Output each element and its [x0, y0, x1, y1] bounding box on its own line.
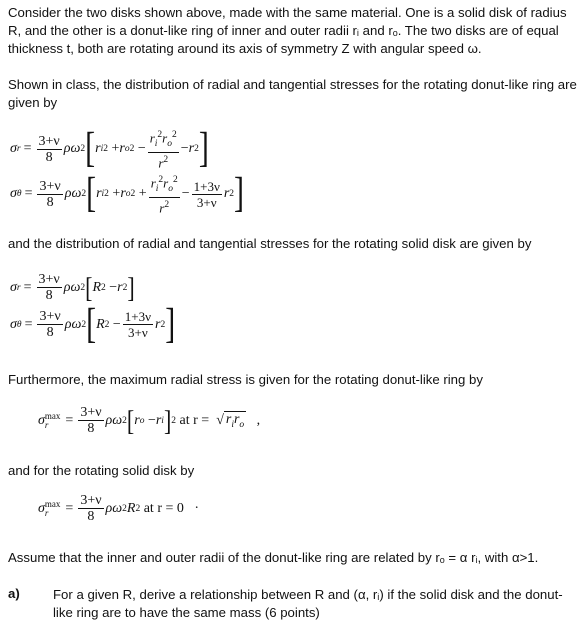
ring-radial-stress-equation: σ r = $\frac{3+\nu}{8}$ ρω 2 [ r i 2 + r o 2 − $\frac{r_i^2r_o^2}{r^2}$ − r 2 ]: [10, 125, 209, 172]
ring-tangential-stress-equation: σ θ = $\frac{3+\nu}{8}$ ρω 2 [ r i 2 + r o 2 + $\frac{r_i^2r_o^2}{r^2}$ − $\frac{1+3\nu}{3+\nu}$ r 2 ]: [10, 170, 245, 217]
question-text: For a given R, derive a relationship between R and (α, rᵢ) if the solid disk and the donut-like ring are to have the same mass (6 points): [53, 587, 563, 620]
solid-stress-intro: and the distribution of radial and tangential stresses for the rotating solid disk are given by: [8, 236, 532, 251]
solid-radial-stress-equation: σ r = $\frac{3+\nu}{8}$ ρω 2 [ R 2 − r 2 ]: [10, 270, 135, 304]
max-solid-intro: and for the rotating solid disk by: [8, 463, 195, 478]
solid-tangential-stress-equation: σ θ = $\frac{3+\nu}{8}$ ρω 2 [ R 2 − $\frac{1+3\nu}{3+\nu}$ r 2 ]: [10, 300, 176, 347]
question-label: a): [8, 586, 20, 601]
solid-max-stress-equation: σ max r = $\frac{3+\nu}{8}$ ρω 2 R 2 at r = 0 ·: [38, 493, 200, 524]
ring-max-stress-equation: σ max r = $\frac{3+\nu}{8}$ ρω 2 [ r o − r i ] 2 at r = √ $r_ir_o$ ,: [38, 403, 261, 437]
max-ring-intro: Furthermore, the maximum radial stress is given for the rotating donut-like ring by: [8, 372, 483, 387]
intro-paragraph: Consider the two disks shown above, made with the same material. One is a solid disk of radius R, and the other is a donut-like ring of inner and outer radii rᵢ and rₒ. The two disks are of equal thickness t, both are rotating around its axis of symmetry Z with angular speed ω.: [8, 5, 567, 56]
ring-stress-intro: Shown in class, the distribution of radial and tangential stresses for the rotating donut-like ring are given by: [8, 77, 577, 110]
assumption-paragraph: Assume that the inner and outer radii of the donut-like ring are related by rₒ = α rᵢ, with α>1.: [8, 550, 539, 565]
